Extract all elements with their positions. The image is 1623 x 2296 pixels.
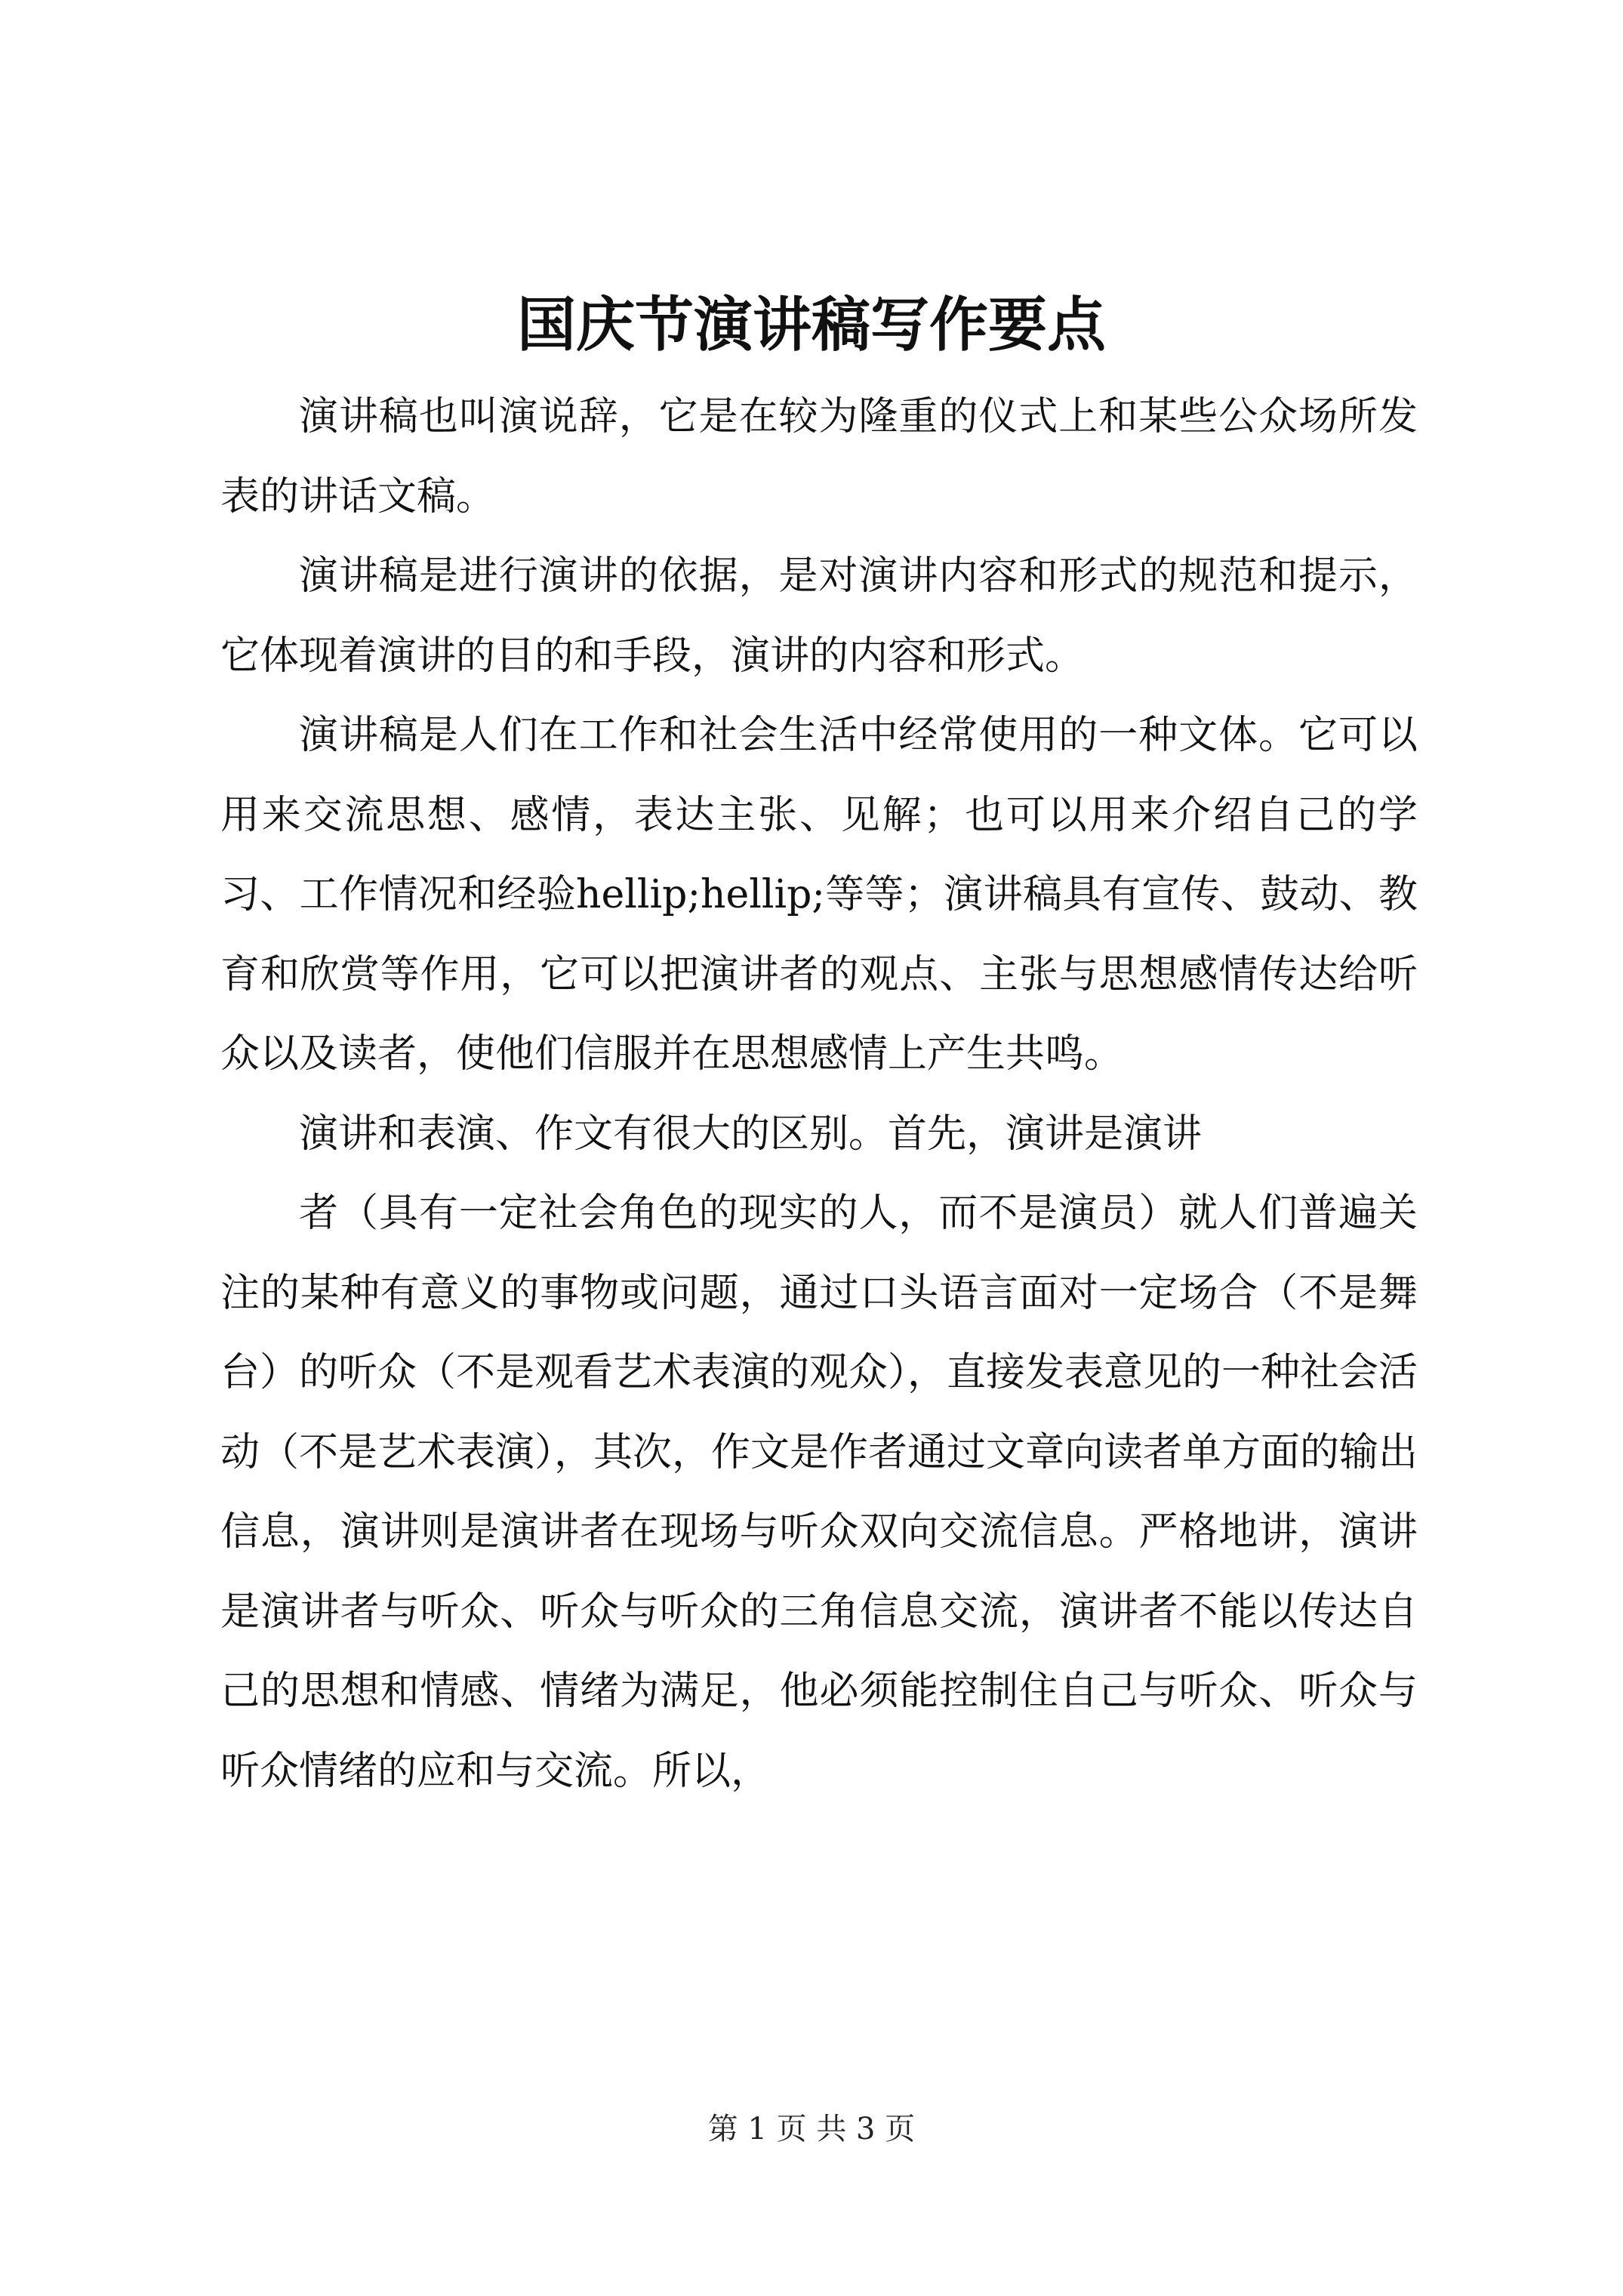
paragraph-3: 演讲稿是人们在工作和社会生活中经常使用的一种文体。它可以用来交流思想、感情，表达主张、见解；也可以用来介绍自己的学习、工作情况和经验hellip;hellip;等等；演讲稿具有宣传、鼓动、教育和欣赏等作用，它可以把演讲者的观点、主张与思想感情传达给听众以及读者，使他们信服并在思想感情上产生共鸣。 [220,713,1418,1077]
paragraph-5: 者（具有一定社会角色的现实的人，而不是演员）就人们普遍关注的某种有意义的事物或问题，通过口头语言面对一定场合（不是舞台）的听众（不是观看艺术表演的观众），直接发表意见的一种社会活动（不是艺术表演），其次，作文是作者通过文章向读者单方面的输出信息，演讲则是演讲者在现场与听众双向交流信息。严格地讲，演讲是演讲者与听众、听众与听众的三角信息交流，演讲者不能以传达自己的思想和情感、情绪为满足，他必须能控制住自己与听众、听众与听众情绪的应和与交流。所以， [220,1191,1418,1794]
document-body [220,378,1418,1811]
document-title: 国庆节演讲稿写作要点 [516,291,1106,359]
paragraph-4: 演讲和表演、作文有很大的区别。首先，演讲是演讲 [299,1111,1203,1157]
paragraph-2: 演讲稿是进行演讲的依据，是对演讲内容和形式的规范和提示，它体现着演讲的目的和手段，演讲的内容和形式。 [220,553,1418,679]
paragraph-1: 演讲稿也叫演说辞，它是在较为隆重的仪式上和某些公众场所发表的讲话文稿。 [220,394,1418,519]
page-number-footer: 第 1 页 共 3 页 [707,2112,916,2147]
